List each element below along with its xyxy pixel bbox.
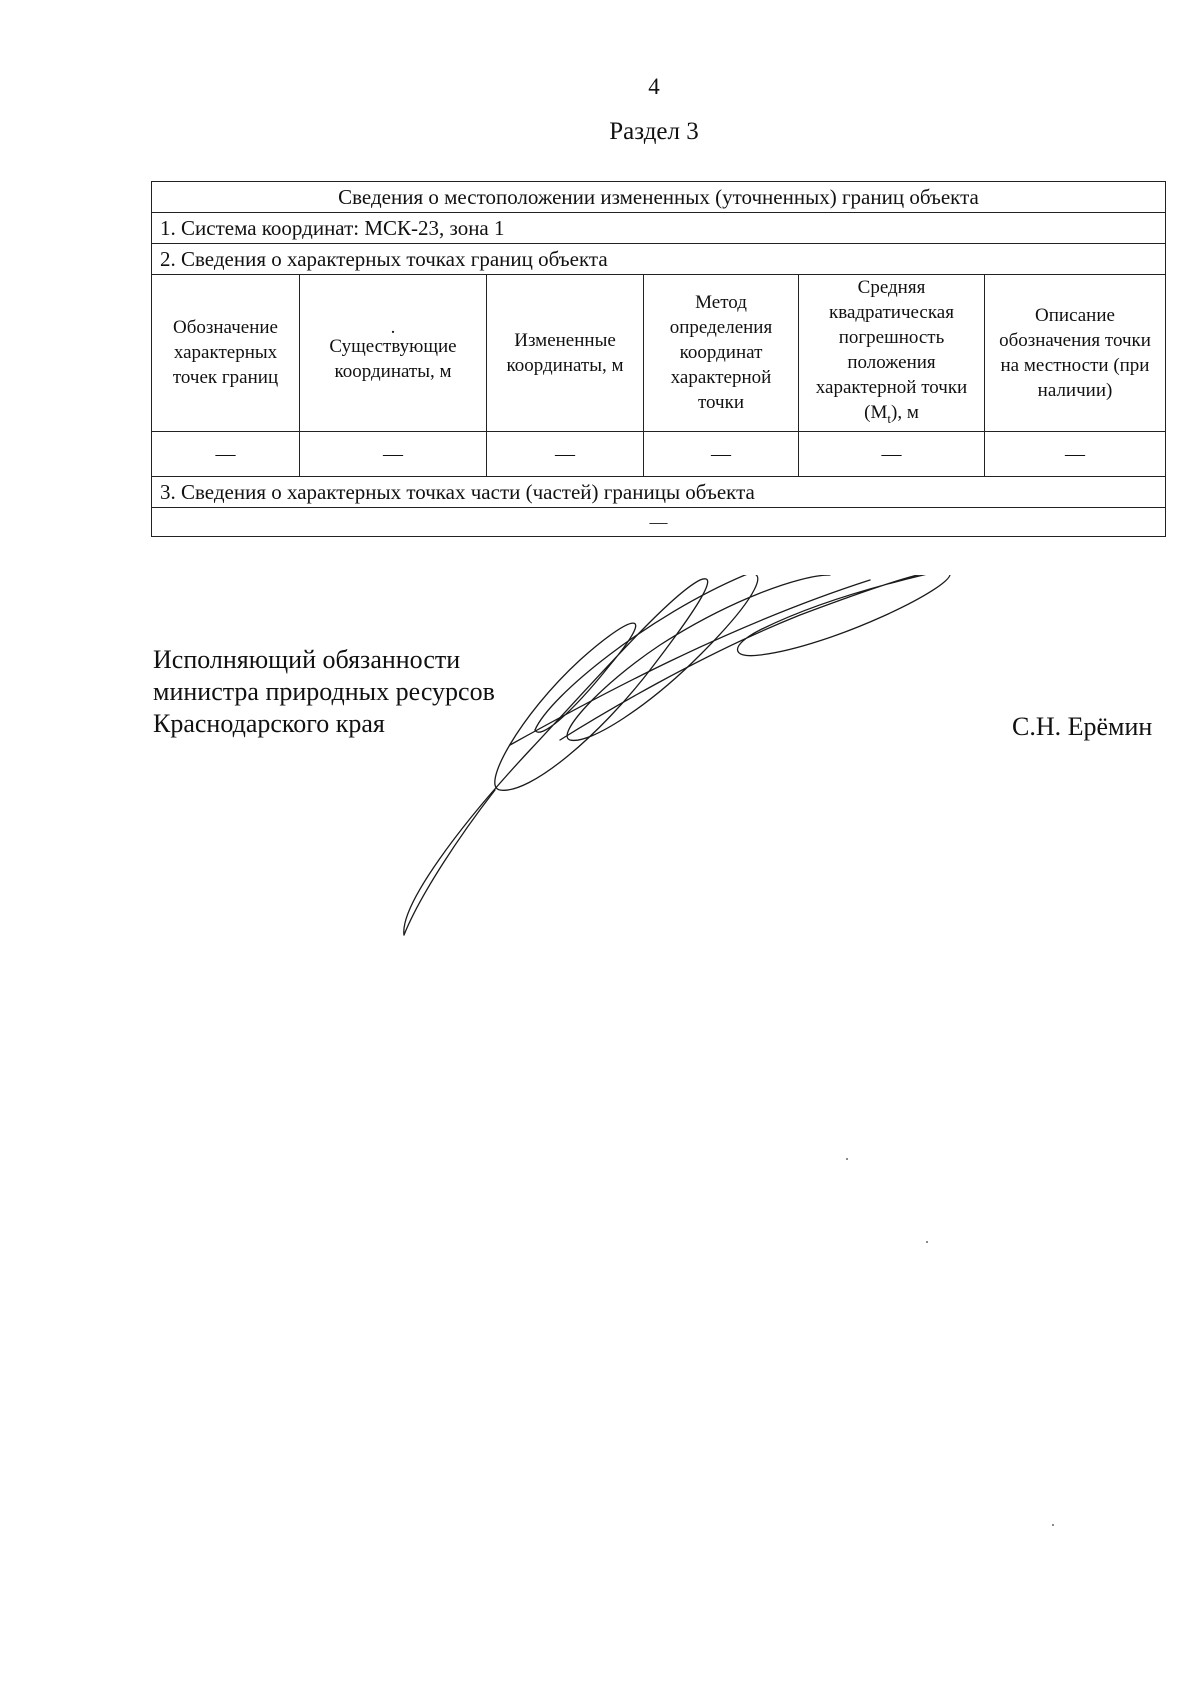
- part-points-value-row: [152, 507, 1166, 536]
- signature-stroke: [404, 790, 495, 935]
- col-rms-error: [799, 275, 985, 432]
- scan-speck: [1052, 1524, 1054, 1526]
- scan-speck: [926, 1241, 928, 1243]
- part-points-value: —: [152, 507, 1166, 536]
- col-description: Описание обозначения точки на местности (при наличии): [985, 275, 1166, 432]
- part-points-heading: 3. Сведения о характерных точках части (частей) границы объекта: [152, 476, 1166, 507]
- table-caption: Сведения о местоположении измененных (уточненных) границ объекта: [152, 182, 1166, 213]
- table-cell: —: [300, 431, 487, 476]
- col-method: Метод определения координат характерной точки: [644, 275, 799, 432]
- col-designation: Обозначение характерных точек границ: [152, 275, 300, 432]
- signature-stroke: [535, 575, 830, 740]
- signature-stroke: [510, 580, 870, 745]
- col-existing-coordinates: [300, 275, 487, 432]
- signatory-position-line: Краснодарского края: [153, 709, 385, 738]
- handwritten-signature: [400, 575, 1040, 945]
- characteristic-points-heading-row: [152, 244, 1166, 275]
- scan-speck: [846, 1158, 848, 1160]
- rms-error-tail: ), м: [891, 402, 919, 423]
- signature-stroke: [560, 575, 950, 740]
- column-header-row: [152, 275, 1166, 432]
- rms-error-label: Средняя квадратическая погрешность положения характерной точки (M: [815, 277, 968, 423]
- page-number: 4: [648, 74, 660, 99]
- section-title: Раздел 3: [609, 118, 699, 145]
- table-cell: —: [487, 431, 644, 476]
- table-cell: —: [799, 431, 985, 476]
- coordinate-system: 1. Система координат: МСК-23, зона 1: [152, 213, 1166, 244]
- table-cell: —: [985, 431, 1166, 476]
- signatory-name: С.Н. Ерёмин: [1012, 712, 1153, 741]
- signatory-position-line: Исполняющий обязанности: [153, 645, 461, 674]
- table-caption-row: [152, 182, 1166, 213]
- part-points-heading-row: [152, 476, 1166, 507]
- coordinate-system-row: [152, 213, 1166, 244]
- table-cell: —: [152, 431, 300, 476]
- characteristic-points-heading: 2. Сведения о характерных точках границ объекта: [152, 244, 1166, 275]
- col-changed-coordinates: Измененные координаты, м: [487, 275, 644, 432]
- signatory-position-line: министра природных ресурсов: [153, 677, 495, 706]
- rms-error-subscript: t: [887, 410, 891, 426]
- signature-stroke: [404, 579, 708, 935]
- table-cell: —: [644, 431, 799, 476]
- existing-mark: .: [390, 316, 396, 338]
- existing-coordinates-label: Существующие координаты, м: [329, 335, 457, 382]
- table-row: [152, 431, 1166, 476]
- boundary-coordinates-table: [151, 181, 1166, 537]
